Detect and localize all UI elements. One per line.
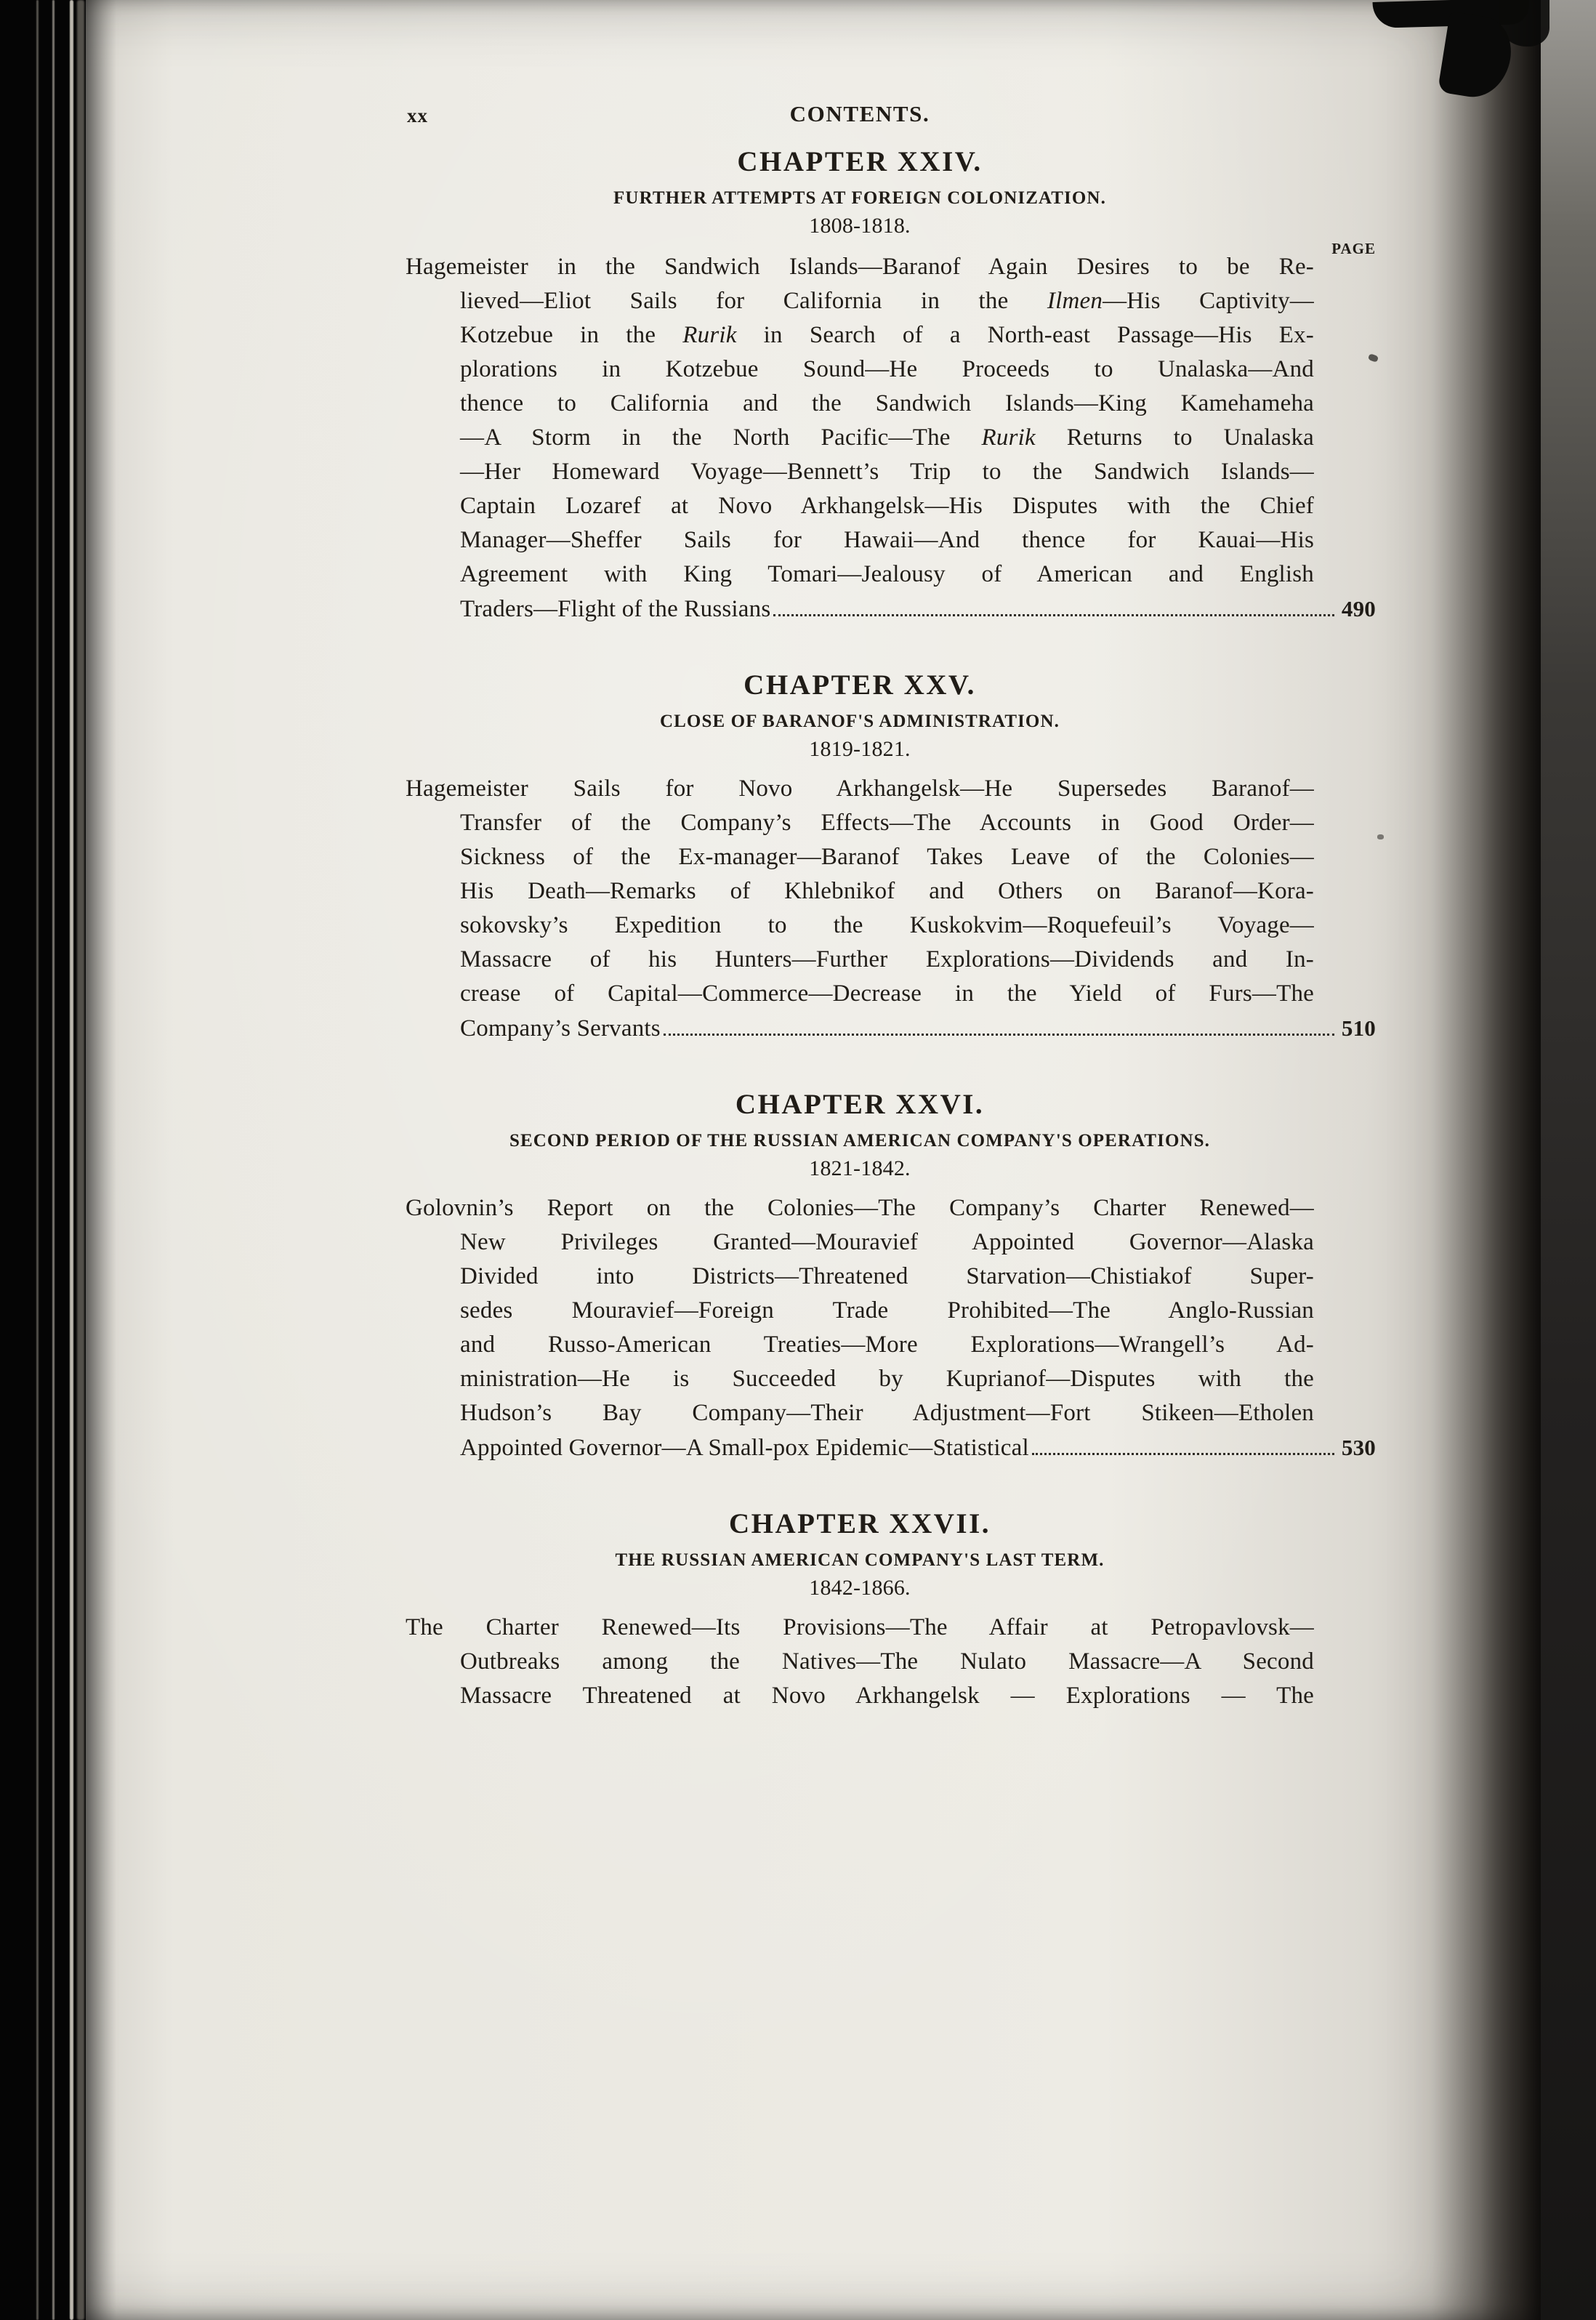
chapters-list — [406, 145, 1376, 1713]
chapter-page-number: 490 — [1341, 596, 1376, 621]
page-edge-line — [36, 0, 39, 2320]
summary-line: Hudson’s Bay Company—Their Adjustment—Fort Stikeen—Etholen — [460, 1400, 1314, 1426]
chapter-summary — [406, 250, 1376, 627]
dot-leader — [664, 1034, 1334, 1036]
page-edge-shadow — [1432, 0, 1541, 2320]
summary-line: His Death—Remarks of Khlebnikof and Others on Baranof—Kora- — [460, 878, 1314, 904]
paper-page — [86, 0, 1541, 2320]
summary-line: Company’s Servants — [460, 1015, 661, 1042]
summary-line: and Russo-American Treaties—More Explorations—Wrangell’s Ad- — [460, 1332, 1314, 1358]
chapter-heading: CHAPTER XXIV. — [737, 146, 983, 177]
chapter-years: 1819-1821. — [809, 737, 911, 761]
summary-line: New Privileges Granted—Mouravief Appointed Governor—Alaska — [460, 1229, 1314, 1255]
page-title: CONTENTS. — [789, 101, 930, 126]
chapter-entry — [406, 1088, 1376, 1465]
chapter-subtitle: CLOSE OF BARANOF'S ADMINISTRATION. — [660, 712, 1060, 731]
chapter-page-number: 530 — [1341, 1435, 1376, 1460]
summary-line: sedes Mouravief—Foreign Trade Prohibited—The Anglo-Russian — [460, 1297, 1314, 1324]
summary-line: Kotzebue in the Rurik in Search of a North-east Passage—His Ex- — [460, 322, 1314, 348]
scan-speck — [1377, 834, 1384, 839]
summary-line: Traders—Flight of the Russians — [460, 596, 771, 622]
chapter-entry — [406, 1507, 1376, 1713]
running-head — [406, 102, 1376, 131]
summary-line: Appointed Governor—A Small-pox Epidemic—Statistical — [460, 1435, 1029, 1461]
page-column-label: PAGE — [1331, 240, 1376, 257]
summary-line: Hagemeister Sails for Novo Arkhangelsk—He Supersedes Baranof— — [406, 776, 1314, 802]
summary-line: Hagemeister in the Sandwich Islands—Baranof Again Desires to be Re- — [406, 254, 1314, 280]
chapter-subtitle: THE RUSSIAN AMERICAN COMPANY'S LAST TERM. — [615, 1550, 1105, 1570]
summary-final-line — [406, 592, 1376, 627]
summary-line: Captain Lozaref at Novo Arkhangelsk—His Disputes with the Chief — [460, 493, 1314, 519]
summary-line: crease of Capital—Commerce—Decrease in the Yield of Furs—The — [460, 980, 1314, 1007]
summary-line: Agreement with King Tomari—Jealousy of American and English — [460, 561, 1314, 587]
chapter-heading: CHAPTER XXVI. — [735, 1089, 985, 1120]
summary-line: ministration—He is Succeeded by Kuprianof—Disputes with the — [460, 1366, 1314, 1392]
contents-text-block — [406, 0, 1376, 1713]
summary-line: sokovsky’s Expedition to the Kuskokvim—Roquefeuil’s Voyage— — [460, 912, 1314, 938]
chapter-years: 1808-1818. — [809, 214, 911, 238]
summary-line: plorations in Kotzebue Sound—He Proceeds to Unalaska—And — [460, 356, 1314, 382]
summary-line: Manager—Sheffer Sails for Hawaii—And thence for Kauai—His — [460, 527, 1314, 553]
summary-line: thence to California and the Sandwich Islands—King Kamehameha — [460, 390, 1314, 416]
page-edge-line — [77, 0, 84, 2320]
page-edge-line — [70, 0, 73, 2320]
gutter-shadow — [86, 0, 116, 2320]
summary-line: lieved—Eliot Sails for California in the Ilmen—His Captivity— — [460, 288, 1314, 314]
scan-right-edge — [1541, 0, 1596, 2320]
italic-term: Ilmen — [1047, 288, 1103, 314]
summary-line: The Charter Renewed—Its Provisions—The Affair at Petropavlovsk— — [406, 1614, 1314, 1640]
chapter-years: 1821-1842. — [809, 1156, 911, 1180]
chapter-entry — [406, 145, 1376, 627]
summary-line: Sickness of the Ex-manager—Baranof Takes Leave of the Colonies— — [460, 844, 1314, 870]
chapter-heading: CHAPTER XXVII. — [728, 1508, 991, 1539]
summary-line: Golovnin’s Report on the Colonies—The Company’s Charter Renewed— — [406, 1195, 1314, 1221]
italic-term: Rurik — [682, 322, 737, 348]
chapter-subtitle: FURTHER ATTEMPTS AT FOREIGN COLONIZATION. — [613, 188, 1106, 208]
chapter-summary — [406, 1191, 1376, 1465]
summary-line: —A Storm in the North Pacific—The Rurik Returns to Unalaska — [460, 424, 1315, 451]
summary-line: Transfer of the Company’s Effects—The Accounts in Good Order— — [460, 810, 1314, 836]
chapter-summary — [406, 772, 1376, 1046]
chapter-page-number: 510 — [1341, 1015, 1376, 1041]
chapter-entry — [406, 669, 1376, 1046]
chapter-heading: CHAPTER XXV. — [743, 669, 976, 701]
summary-line: Massacre of his Hunters—Further Explorations—Dividends and In- — [460, 946, 1314, 972]
page-edge-line — [52, 0, 55, 2320]
summary-line: Massacre Threatened at Novo Arkhangelsk — Explorations — The — [460, 1683, 1314, 1709]
dot-leader — [773, 614, 1334, 616]
summary-line: —Her Homeward Voyage—Bennett’s Trip to the Sandwich Islands— — [460, 459, 1314, 485]
chapter-subtitle: SECOND PERIOD OF THE RUSSIAN AMERICAN COMPANY'S OPERATIONS. — [509, 1131, 1211, 1151]
folio-page-number: xx — [407, 105, 428, 126]
chapter-years: 1842-1866. — [809, 1576, 911, 1600]
italic-term: Rurik — [981, 424, 1036, 451]
chapter-summary — [406, 1611, 1376, 1713]
dot-leader — [1032, 1453, 1334, 1455]
summary-final-line — [406, 1430, 1376, 1465]
book-spine — [0, 0, 86, 2320]
summary-final-line — [406, 1011, 1376, 1046]
summary-line: Outbreaks among the Natives—The Nulato Massacre—A Second — [460, 1648, 1314, 1675]
summary-line: Divided into Districts—Threatened Starvation—Chistiakof Super- — [460, 1263, 1314, 1289]
